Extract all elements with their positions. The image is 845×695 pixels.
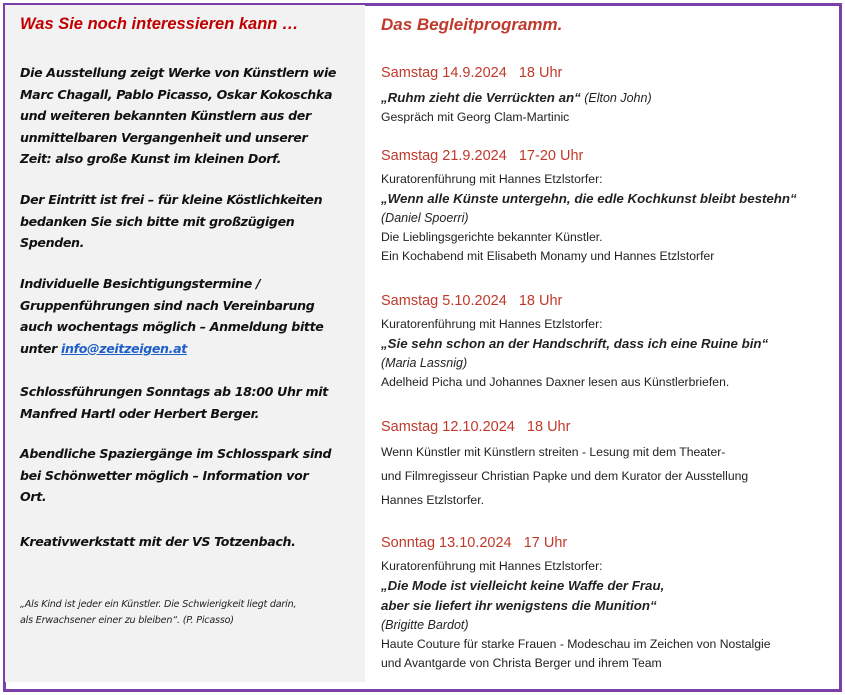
- event-description: und Filmregisseur Christian Papke und dem Kurator der Ausstellung: [381, 469, 749, 483]
- quote-author: (Daniel Spoerri): [381, 211, 469, 225]
- event-description: Gespräch mit Georg Clam-Martinic: [381, 110, 570, 124]
- event-description: Adelheid Picha und Johannes Daxner lesen aus Künstlerbriefen.: [381, 375, 730, 389]
- event-time: 17-20 Uhr: [518, 148, 584, 164]
- event-date-text: Samstag 21.9.2024: [381, 148, 507, 164]
- event-date: [381, 64, 831, 83]
- event-description: Die Lieblingsgerichte bekannter Künstler.: [381, 230, 603, 244]
- text-line: Abendliche Spaziergänge im Schlosspark sind: [20, 446, 332, 461]
- text-line: bei Schönwetter möglich – Information vor: [20, 467, 309, 483]
- quote-text: „Sie sehn schon an der Handschrift, dass ich eine Ruine bin“: [381, 336, 769, 351]
- quote-author: (Elton John): [580, 91, 652, 105]
- event-date: [381, 292, 831, 311]
- text-line: auch wochentags möglich – Anmeldung bitte: [20, 319, 324, 335]
- event-item: [381, 534, 831, 673]
- event-date: [381, 147, 831, 166]
- text-line: Ort.: [20, 489, 47, 505]
- text-line: Individuelle Besichtigungstermine /: [20, 276, 261, 291]
- booking-paragraph: [20, 273, 362, 359]
- castle-tours-paragraph: [20, 381, 362, 424]
- event-date-text: Samstag 5.10.2024: [381, 293, 507, 309]
- quote-text: „Ruhm zieht die Verrückten an“: [381, 90, 581, 105]
- text-prefix: unter: [20, 340, 61, 356]
- admission-paragraph: [20, 189, 362, 254]
- event-time: 18 Uhr: [518, 293, 563, 309]
- event-time: 18 Uhr: [518, 65, 563, 81]
- text-line: bedanken Sie sich bitte mit großzügigen: [20, 213, 295, 229]
- event-description: Wenn Künstler mit Künstlern streiten - Lesung mit dem Theater-: [381, 445, 726, 459]
- text-line: Die Ausstellung zeigt Werke von Künstlern wie: [20, 65, 337, 80]
- event-intro: Kuratorenführung mit Hannes Etzlstorfer:: [381, 559, 603, 573]
- quote-author: (Brigitte Bardot): [381, 618, 469, 632]
- event-item: [381, 292, 831, 392]
- text-line: Spenden.: [20, 235, 85, 251]
- event-date-text: Samstag 12.10.2024: [381, 419, 515, 435]
- quote-line: als Erwachsener einer zu bleiben“. (P. Picasso): [20, 615, 234, 626]
- text-line: unmittelbaren Vergangenheit und unserer: [20, 129, 308, 145]
- event-time: 17 Uhr: [523, 535, 568, 551]
- quote-text: „Die Mode ist vielleicht keine Waffe der Frau,: [381, 578, 665, 593]
- text-line: Zeit: also große Kunst im kleinen Dorf.: [20, 151, 282, 167]
- quote-text: „Wenn alle Künste untergehn, die edle Kochkunst bleibt bestehn“: [381, 191, 797, 206]
- event-intro: Kuratorenführung mit Hannes Etzlstorfer:: [381, 172, 603, 186]
- text-line: Schlossführungen Sonntags ab 18:00 Uhr mit: [20, 384, 328, 399]
- event-date: [381, 534, 831, 553]
- quote-text: aber sie liefert ihr wenigstens die Munition“: [381, 598, 657, 613]
- picasso-quote: [20, 597, 362, 629]
- event-item: [381, 418, 831, 512]
- exhibition-paragraph: [20, 62, 362, 170]
- event-description: und Avantgarde von Christa Berger und ihrem Team: [381, 656, 662, 670]
- event-time: 18 Uhr: [526, 419, 571, 435]
- event-date-text: Sonntag 13.10.2024: [381, 535, 512, 551]
- text-line: Der Eintritt ist frei – für kleine Köstlichkeiten: [20, 192, 323, 207]
- event-date: [381, 418, 831, 437]
- event-description: Hannes Etzlstorfer.: [381, 493, 484, 507]
- event-item: [381, 64, 831, 127]
- workshop-paragraph: [20, 531, 362, 553]
- program-title: Das Begleitprogramm.: [381, 15, 563, 34]
- text-line: Gruppenführungen sind nach Vereinbarung: [20, 297, 315, 313]
- event-quote: [381, 88, 831, 108]
- text-line: und weiteren bekannten Künstlern aus der: [20, 108, 311, 124]
- quote-line: „Als Kind ist jeder ein Künstler. Die Schwierigkeit liegt darin,: [20, 599, 297, 610]
- evening-walks-paragraph: [20, 443, 362, 508]
- event-description: Haute Couture für starke Frauen - Modeschau im Zeichen von Nostalgie: [381, 637, 771, 651]
- text-line: Marc Chagall, Pablo Picasso, Oskar Kokoschka: [20, 86, 333, 102]
- text-line: [20, 338, 362, 360]
- email-link[interactable]: info@zeitzeigen.at: [61, 340, 187, 356]
- text-line: Kreativwerkstatt mit der VS Totzenbach.: [20, 534, 296, 549]
- event-intro: Kuratorenführung mit Hannes Etzlstorfer:: [381, 317, 603, 331]
- text-line: Manfred Hartl oder Herbert Berger.: [20, 405, 260, 421]
- event-date-text: Samstag 14.9.2024: [381, 65, 507, 81]
- info-title: Was Sie noch interessieren kann …: [20, 15, 299, 33]
- quote-author: (Maria Lassnig): [381, 356, 468, 370]
- event-item: [381, 147, 831, 266]
- event-description: Ein Kochabend mit Elisabeth Monamy und Hannes Etzlstorfer: [381, 249, 715, 263]
